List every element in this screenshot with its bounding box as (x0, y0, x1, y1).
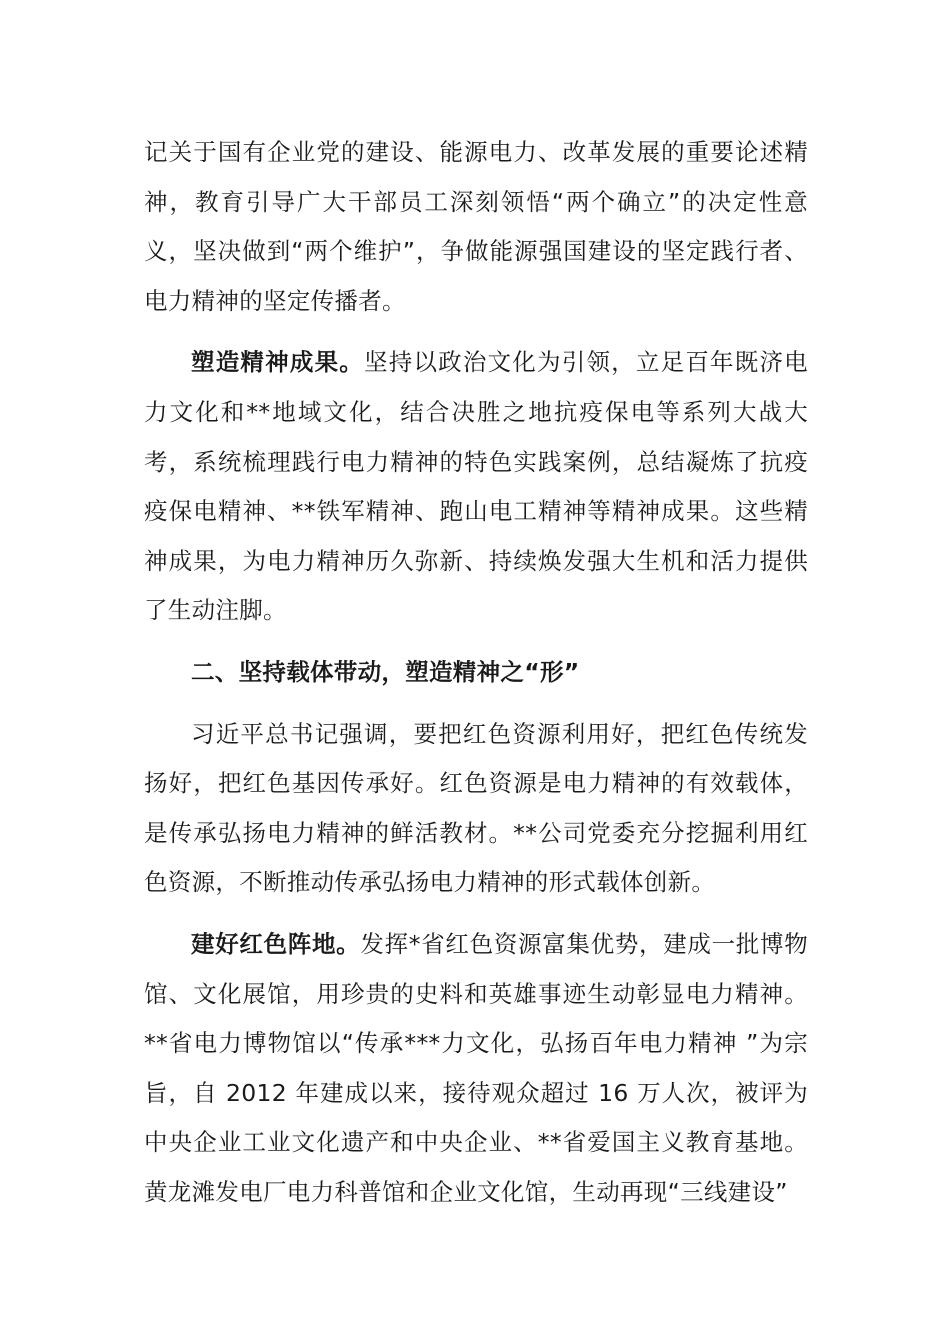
paragraph-spirit-achievements (144, 338, 808, 636)
section-heading: 二、坚持载体带动，塑造精神之“形” (191, 657, 580, 686)
paragraph-lead: 建好红色阵地。 (191, 929, 361, 958)
document-body (144, 128, 808, 1217)
paragraph-red-bases (144, 920, 808, 1218)
paragraph-red-resources (144, 710, 808, 908)
paragraph-text: 习近平总书记强调，要把红色资源利用好，把红色传统发扬好，把红色基因传承好。红色资源是电力精神的有效载体，是传承弘扬电力精神的鲜活教材。**公司党委充分挖掘利用红色资源，不断推动传承弘扬电力精神的形式载体创新。 (144, 719, 808, 897)
paragraph-text: 记关于国有企业党的建设、能源电力、改革发展的重要论述精神，教育引导广大干部员工深刻领悟“两个确立”的决定性意义，坚决做到“两个维护”，争做能源强国建设的坚定践行者、电力精神的坚定传播者。 (144, 138, 808, 315)
paragraph-lead: 塑造精神成果。 (191, 348, 365, 377)
paragraph-text: 坚持以政治文化为引领，立足百年既济电力文化和**地域文化，结合决胜之地抗疫保电等系列大战大考，系统梳理践行电力精神的特色实践案例，总结凝炼了抗疫疫保电精神、**铁军精神、跑山电工精神等精神成果。这些精神成果，为电力精神历久弥新、持续焕发强大生机和活力提供了生动注脚。 (144, 348, 808, 625)
paragraph-continuation (144, 128, 808, 326)
paragraph-text: 发挥*省红色资源富集优势，建成一批博物馆、文化展馆，用珍贵的史料和英雄事迹生动彰显电力精神。**省电力博物馆以“传承***力文化，弘扬百年电力精神 ”为宗旨，自 2012 年建成以来，接待观众超过 16 万人次，被评为中央企业工业文化遗产和中央企业、**省爱国主义教育基地。黄龙滩发电厂电力科普馆和企业文化馆，生动再现“三线建设” (144, 929, 808, 1206)
